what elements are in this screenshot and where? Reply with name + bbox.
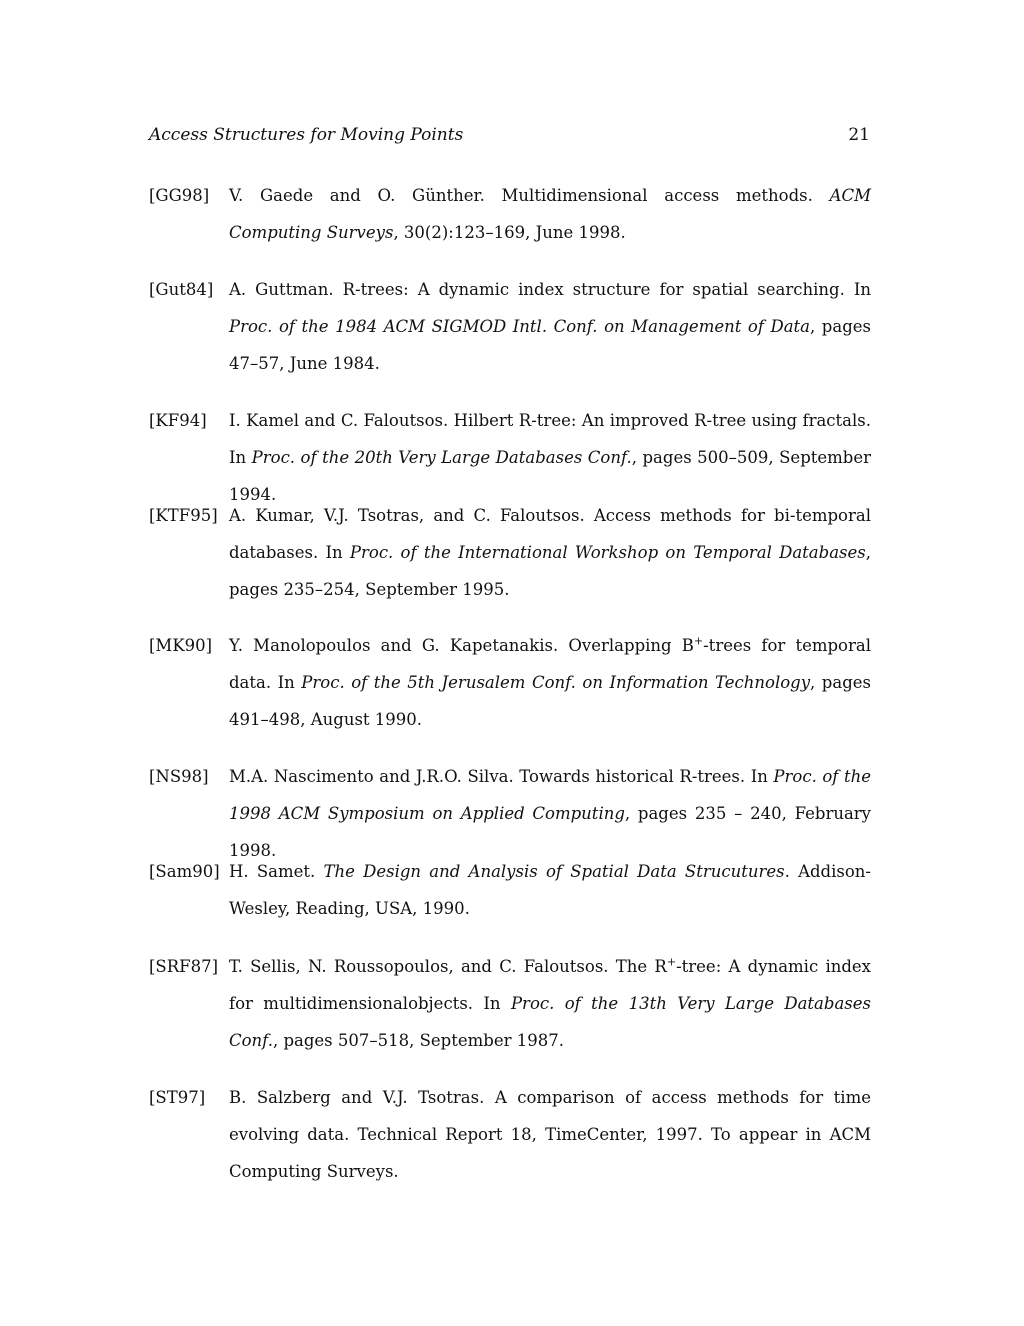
reference-key: [KTF95] bbox=[149, 506, 218, 525]
text-segment: , pages 235–254, September 1995. bbox=[229, 543, 871, 599]
text-segment: . Addison-Wesley, Reading, USA, 1990. bbox=[229, 862, 871, 918]
italic-segment: Proc. of the 5th Jerusalem Conf. on Information Technology bbox=[301, 673, 811, 692]
text-segment: , pages 235 – 240, February 1998. bbox=[229, 804, 871, 860]
reference-text bbox=[229, 497, 871, 608]
reference-entry bbox=[149, 853, 871, 927]
superscript: + bbox=[693, 634, 704, 648]
text-segment: H. Samet. bbox=[229, 862, 324, 881]
reference-key: [Gut84] bbox=[149, 280, 214, 299]
reference-entry bbox=[149, 948, 871, 1059]
text-segment: , 30(2):123–169, June 1998. bbox=[393, 223, 626, 242]
text-segment: -trees for temporal data. In bbox=[229, 636, 871, 692]
text-segment: , pages 500–509, September 1994. bbox=[229, 448, 872, 504]
reference-entry bbox=[149, 271, 871, 382]
reference-text bbox=[229, 948, 871, 1059]
italic-segment: Proc. of the 1984 ACM SIGMOD Intl. Conf. on Management of Data bbox=[229, 317, 811, 336]
reference-key: [Sam90] bbox=[149, 862, 220, 881]
reference-text bbox=[229, 627, 871, 738]
text-segment: , pages 507–518, September 1987. bbox=[272, 1031, 564, 1050]
reference-key: [GG98] bbox=[149, 186, 210, 205]
reference-entry bbox=[149, 177, 871, 251]
italic-segment: ACM Computing Surveys bbox=[229, 186, 871, 242]
reference-text bbox=[229, 1079, 871, 1190]
reference-entry bbox=[149, 1079, 871, 1190]
reference-text bbox=[229, 271, 871, 382]
text-segment: , pages 47–57, June 1984. bbox=[229, 317, 871, 373]
reference-key: [NS98] bbox=[149, 767, 209, 786]
reference-key: [SRF87] bbox=[149, 957, 219, 976]
text-segment: V. Gaede and O. Günther. Multidimensional access methods. bbox=[229, 186, 830, 205]
page-number: 21 bbox=[848, 125, 870, 145]
running-title: Access Structures for Moving Points bbox=[149, 125, 464, 145]
text-segment: T. Sellis, N. Roussopoulos, and C. Faloutsos. The R bbox=[229, 957, 667, 976]
text-segment: M.A. Nascimento and J.R.O. Silva. Towards historical R-trees. In bbox=[229, 767, 774, 786]
text-segment: A. Kumar, V.J. Tsotras, and C. Faloutsos. Access methods for bi-temporal databases. In bbox=[229, 506, 871, 562]
italic-segment: Proc. of the 20th Very Large Databases Conf. bbox=[251, 448, 632, 467]
text-segment: Y. Manolopoulos and G. Kapetanakis. Overlapping B bbox=[229, 636, 694, 655]
superscript: + bbox=[666, 955, 677, 969]
text-segment: B. Salzberg and V.J. Tsotras. A comparison of access methods for time evolving data. Technical Report 18, TimeCenter, 1997. To appear in ACM Computing Surveys. bbox=[229, 1088, 871, 1181]
reference-key: [MK90] bbox=[149, 636, 213, 655]
text-segment: , pages 491–498, August 1990. bbox=[229, 673, 871, 729]
reference-key: [KF94] bbox=[149, 411, 207, 430]
text-segment: A. Guttman. R-trees: A dynamic index structure for spatial searching. In bbox=[229, 280, 871, 299]
reference-key: [ST97] bbox=[149, 1088, 206, 1107]
text-segment: -tree: A dynamic index for multidimensionalobjects. In bbox=[229, 957, 871, 1013]
italic-segment: The Design and Analysis of Spatial Data Strucutures bbox=[323, 862, 785, 881]
reference-text bbox=[229, 853, 871, 927]
italic-segment: Proc. of the 1998 ACM Symposium on Applied Computing bbox=[229, 767, 871, 823]
reference-entry bbox=[149, 497, 871, 608]
italic-segment: Proc. of the International Workshop on Temporal Databases bbox=[349, 543, 866, 562]
reference-entry bbox=[149, 627, 871, 738]
reference-text bbox=[229, 177, 871, 251]
italic-segment: Proc. of the 13th Very Large Databases Conf. bbox=[229, 994, 871, 1050]
text-segment: I. Kamel and C. Faloutsos. Hilbert R-tree: An improved R-tree using fractals. In bbox=[229, 411, 871, 467]
